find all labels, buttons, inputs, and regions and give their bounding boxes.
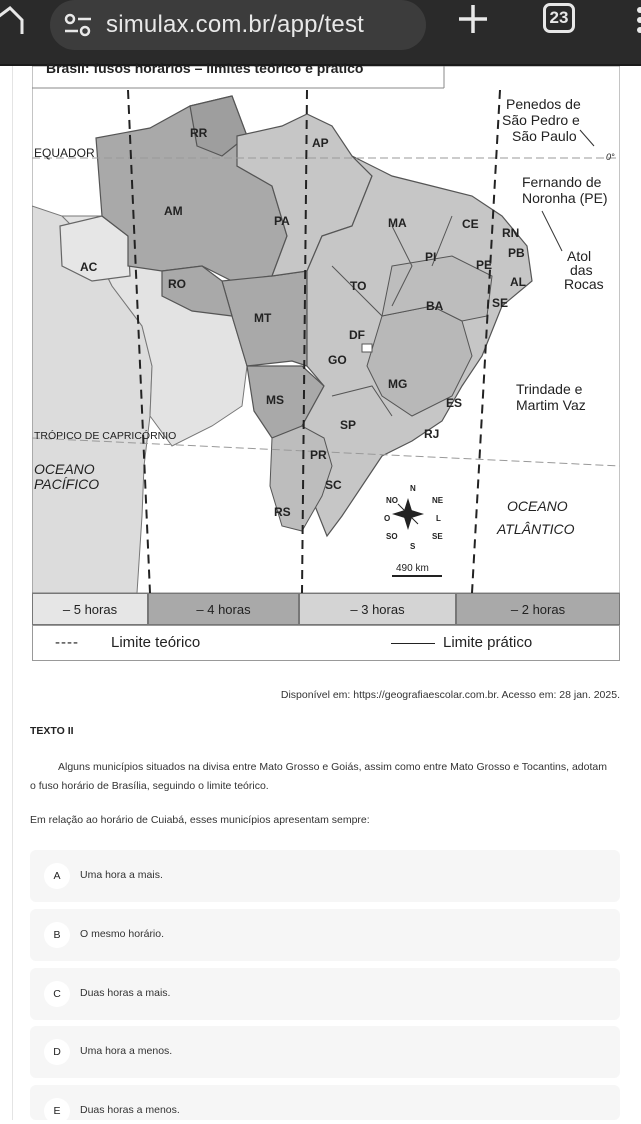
address-bar[interactable] — [50, 0, 426, 50]
state-label: MS — [266, 393, 284, 407]
state-label: BA — [426, 299, 444, 313]
state-label: MG — [388, 377, 408, 391]
state-label: RR — [190, 126, 208, 140]
theoretical-limit-label: Limite teórico — [111, 634, 201, 651]
compass-ne: NE — [432, 496, 444, 505]
state-label: CE — [462, 217, 479, 231]
option-text: Uma hora a menos. — [80, 1045, 173, 1057]
compass-l: L — [436, 514, 441, 523]
practical-limit-label: Limite prático — [443, 634, 533, 651]
option-text: Duas horas a mais. — [80, 987, 171, 999]
home-icon[interactable] — [0, 6, 24, 34]
practical-limit-symbol — [391, 643, 435, 644]
more-menu-icon[interactable] — [630, 4, 641, 36]
source-citation: Disponível em: https://geografiaescolar.com.br. Acesso em: 28 jan. 2025. — [280, 689, 620, 701]
state-label: GO — [328, 353, 347, 367]
option-text: O mesmo horário. — [80, 928, 165, 940]
url-text: simulax.com.br/app/test — [106, 11, 365, 38]
state-label: ES — [446, 396, 463, 410]
state-label: AL — [510, 275, 526, 289]
texto-heading: TEXTO II — [30, 725, 74, 737]
state-label: PB — [508, 246, 525, 260]
label-fernando-1: Fernando de — [522, 174, 602, 190]
state-label: DF — [349, 328, 365, 342]
state-label: PA — [274, 214, 290, 228]
state-label: PI — [425, 250, 437, 264]
brazil-timezone-map — [32, 60, 620, 662]
state-label: TO — [350, 279, 367, 293]
option-letter: C — [44, 981, 70, 1007]
answer-option-d[interactable] — [30, 1026, 620, 1078]
zone-label: – 5 horas — [62, 601, 118, 617]
label-atol-1: Atol — [567, 248, 592, 264]
label-atol-2: das — [570, 262, 593, 278]
label-atol-3: Rocas — [564, 276, 604, 292]
option-text: Uma hora a mais. — [80, 869, 163, 881]
label-penedos-3: São Paulo — [512, 128, 577, 144]
label-trindade-1: Trindade e — [516, 381, 583, 397]
state-label: AP — [312, 136, 329, 150]
option-letter: E — [44, 1098, 70, 1124]
compass-se: SE — [432, 532, 443, 541]
state-label: PR — [310, 448, 327, 462]
compass-n: N — [410, 484, 416, 493]
question-content — [0, 60, 641, 1120]
map-title: Brasil: fusos horários – limites teórico e prático — [46, 60, 364, 76]
state-label: RJ — [424, 427, 440, 441]
limit-legend — [32, 625, 620, 661]
new-tab-icon[interactable] — [456, 2, 490, 36]
state-label: SC — [325, 478, 342, 492]
state-label: AC — [80, 260, 98, 274]
label-trindade-2: Martim Vaz — [516, 397, 586, 413]
content-divider — [12, 66, 13, 1120]
state-label: MA — [388, 216, 407, 230]
zone-label: – 4 horas — [196, 601, 251, 617]
state-label: RO — [168, 277, 186, 291]
answer-option-a[interactable] — [30, 850, 620, 902]
label-penedos-1: Penedos de — [506, 96, 581, 112]
compass-so: SO — [386, 532, 398, 541]
state-label: SP — [340, 418, 357, 432]
state-label: RN — [502, 226, 520, 240]
compass-o: O — [384, 514, 391, 523]
scale-label: 490 km — [396, 563, 429, 574]
zone-minus-2 — [456, 593, 620, 625]
tab-count-button[interactable]: 23 — [543, 3, 575, 33]
browser-toolbar — [0, 0, 641, 66]
state-label: PE — [476, 258, 493, 272]
zone-label: – 2 horas — [510, 601, 566, 617]
zone-minus-3 — [299, 593, 456, 625]
zone-minus-5 — [32, 593, 148, 625]
timezone-legend — [32, 593, 620, 625]
option-letter: A — [44, 863, 70, 889]
theoretical-limit-symbol: ---- — [55, 634, 79, 651]
option-letter: D — [44, 1039, 70, 1065]
state-label: MT — [254, 311, 272, 325]
compass-s: S — [410, 542, 416, 551]
label-oceano-atlantico-1: OCEANO — [507, 498, 568, 514]
state-label: RS — [274, 505, 291, 519]
option-letter: B — [44, 922, 70, 948]
label-oceano-pacifico-2: PACÍFICO — [34, 476, 100, 492]
label-equador: EQUADOR — [34, 146, 95, 160]
question-prompt: Em relação ao horário de Cuiabá, esses municípios apresentam sempre: — [30, 814, 370, 826]
state-label: SE — [492, 296, 509, 310]
option-text: Duas horas a menos. — [80, 1104, 180, 1116]
zone-minus-4 — [148, 593, 299, 625]
label-penedos-2: São Pedro e — [502, 112, 580, 128]
label-fernando-2: Noronha (PE) — [522, 190, 608, 206]
state-label: AM — [164, 204, 183, 218]
answer-option-e[interactable] — [30, 1085, 620, 1120]
compass-no: NO — [386, 496, 398, 505]
label-oceano-pacifico-1: OCEANO — [34, 461, 95, 477]
label-tropico: TRÓPICO DE CAPRICÓRNIO — [34, 430, 177, 442]
label-zero-degrees: 0° — [606, 152, 615, 162]
site-settings-icon[interactable] — [64, 13, 92, 37]
answer-option-c[interactable] — [30, 968, 620, 1020]
answer-option-b[interactable] — [30, 909, 620, 961]
texto-paragraph: Alguns municípios situados na divisa entre Mato Grosso e Goiás, assim como entre Mato Grosso e Tocantins, adotam o fuso horário de Brasília, seguindo o limite teórico. — [30, 761, 607, 792]
label-oceano-atlantico-2: ATLÂNTICO — [497, 521, 575, 537]
zone-label: – 3 horas — [350, 601, 405, 617]
